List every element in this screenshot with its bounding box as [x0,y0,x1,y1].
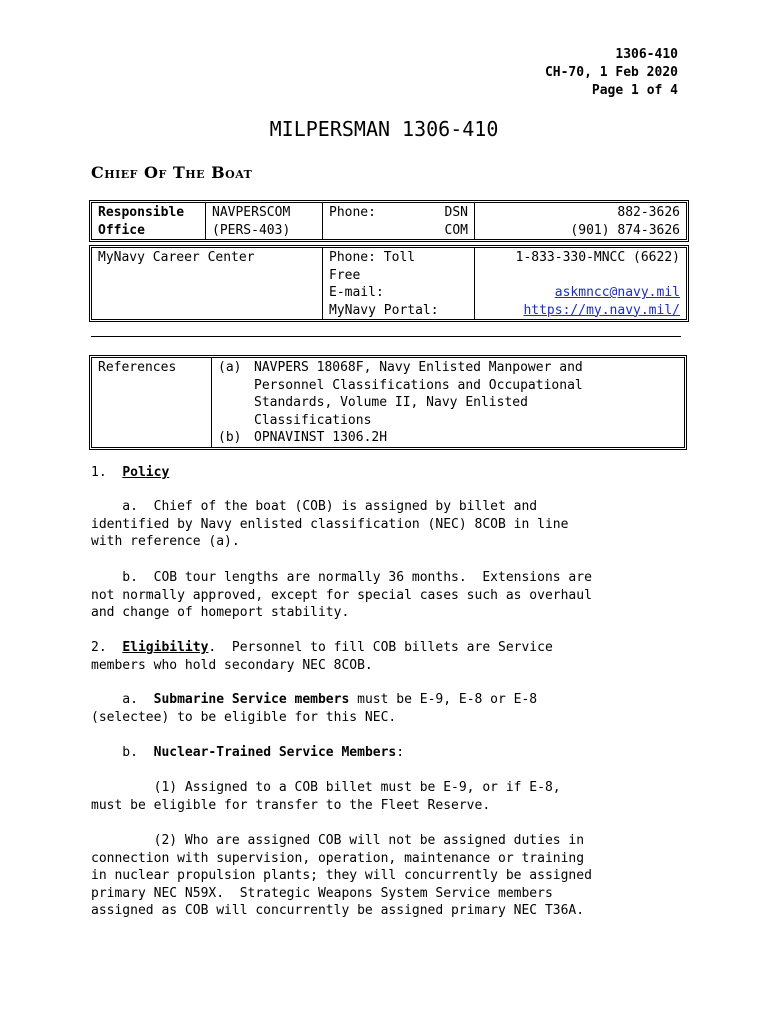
career-center-email-link[interactable]: askmncc@navy.mil [554,285,680,300]
references-table [91,357,685,448]
responsible-office-label: Responsible Office [92,203,206,240]
paragraph-2b: b. Nuclear-Trained Service Members: [91,745,405,760]
responsible-office-org: NAVPERSCOM (PERS-403) [206,203,323,240]
paragraph-1a: a. Chief of the boat (COB) is assigned by billet and identified by Navy enlisted classification (NEC) 8COB in line with reference (a). [91,499,569,549]
section-2-paragraph: 2. Eligibility. Personnel to fill COB billets are Service members who hold secondary NEC 8COB. [91,640,553,673]
document-header [545,46,678,100]
career-center-contacts [475,248,687,320]
responsible-office-numbers: 882-3626 (901) 874-3626 [475,203,687,240]
doc-number: 1306-410 [615,47,678,62]
career-center-phone: 1-833-330-MNCC (6622) [515,250,680,265]
paragraph-2b-2: (2) Who are assigned COB will not be assigned duties in connection with supervision, operation, maintenance or training in nuclear propulsion plants; they will concurrently be assigned primary NEC N59X. Strategic Weapons System Service members assigned as COB will concurrently be assigned primary NEC T36A. [91,833,592,918]
section-2-heading: Eligibility [122,640,209,655]
reference-a: NAVPERS 18068F, Navy Enlisted Manpower and Personnel Classifications and Occupational Standards, Volume II, Navy Enlisted Classifications [254,360,583,428]
responsible-office-table [91,202,687,240]
document-title: MILPERSMAN 1306-410 [269,117,499,141]
reference-b: OPNAVINST 1306.2H [254,430,388,445]
responsible-office-phone-label: Phone: DSN COM [323,203,475,240]
change-date: CH-70, 1 Feb 2020 [544,65,678,80]
career-center-table [91,247,687,320]
references-list: (a) NAVPERS 18068F, Navy Enlisted Manpower and Personnel Classifications and Occupational Standards, Volume II, Navy Enlisted Classifications (b) OPNAVINST 1306.2H [212,358,685,448]
paragraph-1b: b. COB tour lengths are normally 36 months. Extensions are not normally approved, except for special cases such as overhaul and change of homeport stability. [91,570,592,620]
career-center-labels: Phone: Toll Free E-mail: MyNavy Portal: [323,248,475,320]
paragraph-2b-1: (1) Assigned to a COB billet must be E-9, or if E-8, must be eligible for transfer to the Fleet Reserve. [91,780,561,813]
career-center-name: MyNavy Career Center [92,248,323,320]
mynavy-portal-link[interactable]: https://my.navy.mil/ [523,302,680,318]
divider-line [91,336,681,337]
references-label: References [92,358,212,448]
subject-title: Chief Of The Boat [91,163,253,182]
section-1-heading: 1. Policy [91,465,170,480]
paragraph-2a: a. Submarine Service members must be E-9, E-8 or E-8 (selectee) to be eligible for this NEC. [91,692,538,725]
page-number: Page 1 of 4 [591,83,678,98]
